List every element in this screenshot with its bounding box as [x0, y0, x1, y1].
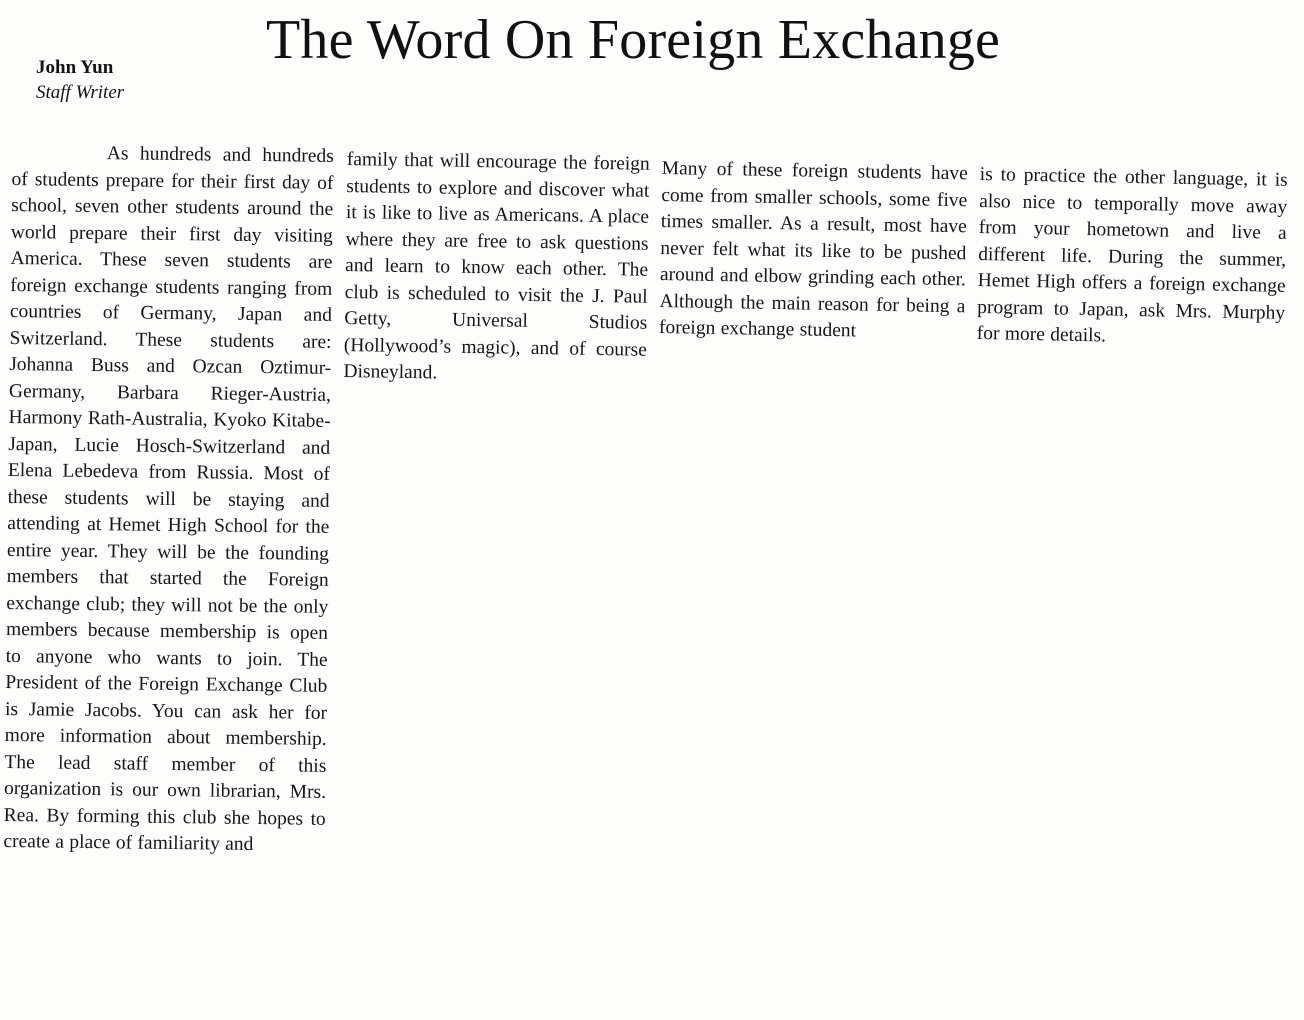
byline	[36, 56, 236, 106]
column-4-text: is to practice the other language, it is also nice to temporally move away from your hometown and live a different life. During the summer, Hemet High offers a foreign exchange program to Japan, ask Mrs. Murphy for more details.	[976, 163, 1288, 347]
byline-author: John Yun	[36, 57, 114, 78]
article-headline: The Word On Foreign Exchange	[266, 9, 1001, 71]
column-3-text: Many of these foreign students have come from smaller schools, some five times smaller. As a result, most have never felt what its like to be pushed around and elbow grinding each other. Although the main reason for being a foreign exchange student	[658, 157, 968, 342]
column-2-text: family that will encourage the foreign students to explore and discover what it is like to live as Americans. A place where they are free to ask questions and learn to know each other. The club is scheduled to visit the J. Paul Getty, Universal Studios (Hollywood’s magic), and of course Disneyland.	[343, 148, 650, 384]
article-column-1	[3, 140, 334, 859]
byline-role: Staff Writer	[36, 82, 125, 103]
article-column-4	[976, 162, 1288, 353]
article-column-3	[659, 156, 968, 347]
column-1-text: As hundreds and hundreds of students prepare for their first day of school, seven other students around the world prepare their first day visiting America. These seven students are foreign exchange students ranging from countries of Germany, Japan and Switzerland. These students are: Johanna Buss and Ozcan Oztimur-Germany, Barbara Rieger-Austria, Harmony Rath-Australia, Kyoko Kitabe-Japan, Lucie Hosch-Switzerland and Elena Lebedeva from Russia. Most of these students will be staying and attending at Hemet High School for the entire year. They will be the founding members that started the Foreign exchange club; they will not be the only members because membership is open to anyone who wants to join. The President of the Foreign Exchange Club is Jamie Jacobs. You can ask her for more information about membership. The lead staff member of this organization is our own librarian, Mrs. Rea. By forming this club she hopes to create a place of familiarity and	[3, 143, 334, 855]
article-column-2	[343, 147, 650, 390]
